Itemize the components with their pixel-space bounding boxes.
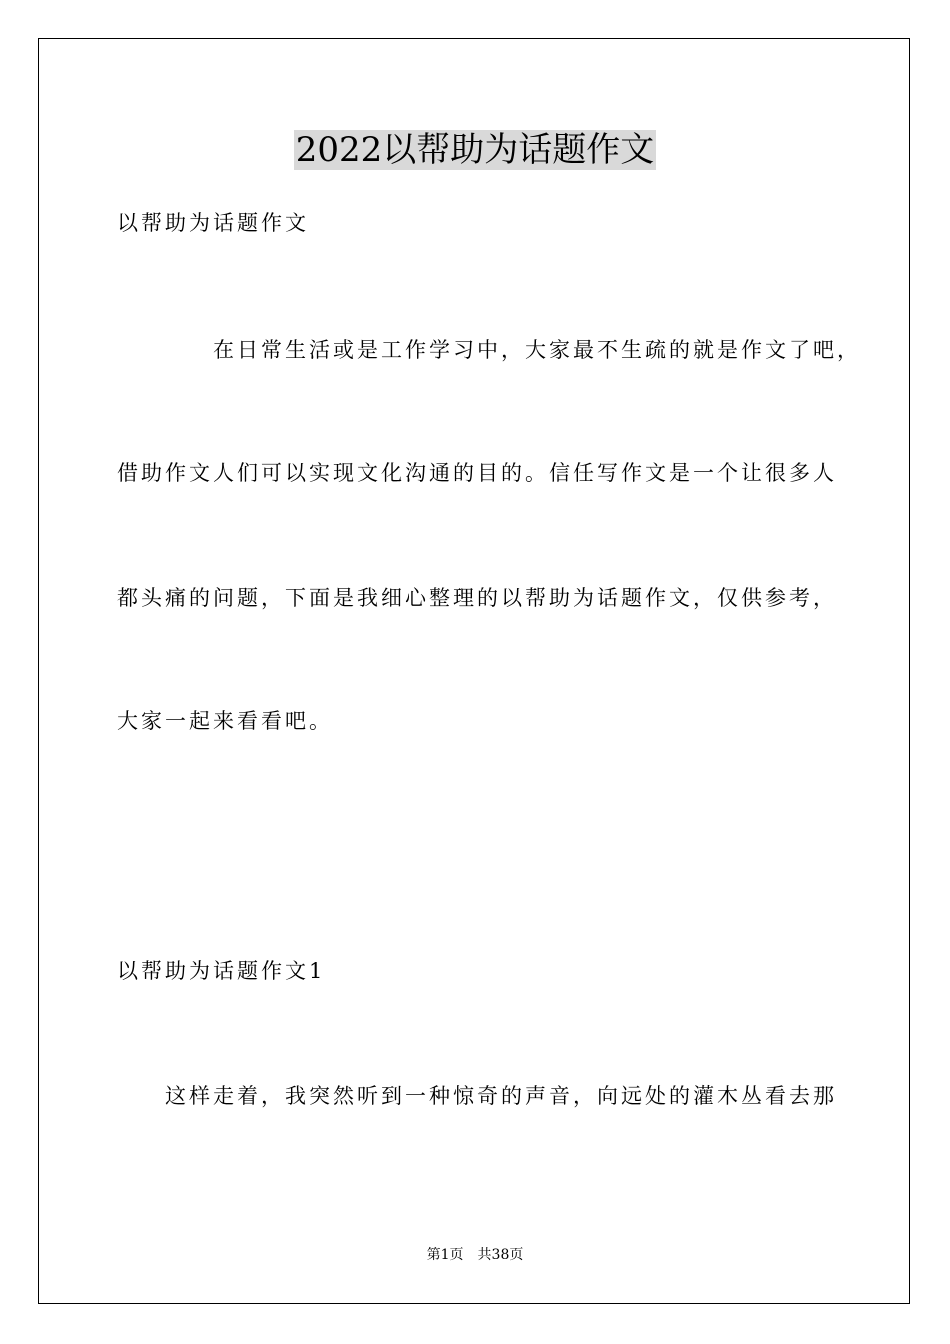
page-number-footer: 第1页 共38页 (426, 1247, 524, 1263)
section-heading: 以帮助为话题作文1 (117, 959, 326, 983)
document-title (0, 128, 950, 172)
document-title-text: 2022以帮助为话题作文 (295, 130, 655, 170)
intro-line: 大家一起来看看吧。 (117, 709, 333, 733)
intro-line: 都头痛的问题，下面是我细心整理的以帮助为话题作文，仅供参考， (117, 586, 837, 610)
section-line: 这样走着，我突然听到一种惊奇的声音，向远处的灌木丛看去那 (165, 1084, 837, 1108)
intro-line: 借助作文人们可以实现文化沟通的目的。信任写作文是一个让很多人 (117, 461, 837, 485)
document-subtitle: 以帮助为话题作文 (117, 211, 309, 235)
intro-line: 在日常生活或是工作学习中，大家最不生疏的就是作文了吧， (213, 338, 861, 362)
